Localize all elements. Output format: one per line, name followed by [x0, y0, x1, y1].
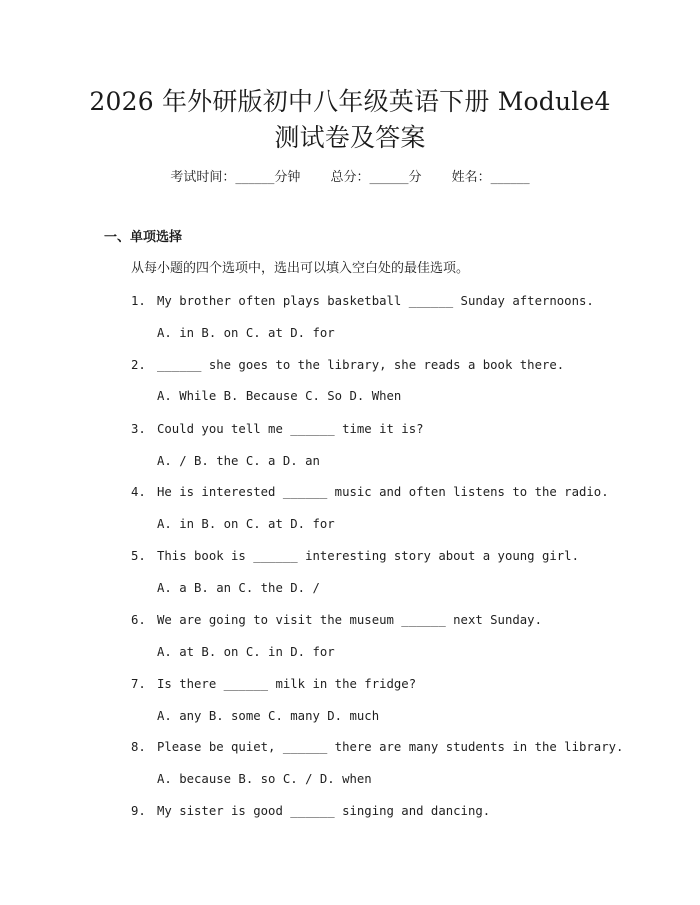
question-row	[131, 546, 579, 566]
page-title-line-1: 2026 年外研版初中八年级英语下册 Module4	[89, 87, 611, 116]
question-row	[131, 674, 416, 694]
question-number: 4.	[131, 485, 146, 499]
section-instruction: 从每小题的四个选项中，选出可以填入空白处的最佳选项。	[131, 261, 470, 276]
question-options: A. because B. so C. / D. when	[157, 772, 372, 786]
question-text: This book is ______ interesting story about a young girl.	[157, 549, 579, 563]
section-heading: 一、单项选择	[104, 230, 183, 245]
question-text: My sister is good ______ singing and dancing.	[157, 804, 491, 818]
question-row	[131, 610, 542, 630]
question-number: 8.	[131, 740, 146, 754]
question-text: Could you tell me ______ time it is?	[157, 422, 424, 436]
question-number: 5.	[131, 549, 146, 563]
total-score-field: 总分：______分	[330, 170, 422, 185]
question-options: A. in B. on C. at D. for	[157, 517, 335, 531]
question-number: 2.	[131, 358, 146, 372]
question-text: Is there ______ milk in the fridge?	[157, 677, 417, 691]
question-number: 3.	[131, 422, 146, 436]
question-options: A. at B. on C. in D. for	[157, 645, 335, 659]
question-number: 9.	[131, 804, 146, 818]
question-number: 6.	[131, 613, 146, 627]
question-options: A. While B. Because C. So D. When	[157, 389, 402, 403]
question-text: My brother often plays basketball ______ Sunday afternoons.	[157, 294, 594, 308]
question-row	[131, 737, 623, 757]
page-title-line-2: 测试卷及答案	[274, 123, 426, 152]
question-text: Please be quiet, ______ there are many students in the library.	[157, 740, 624, 754]
question-options: A. in B. on C. at D. for	[157, 326, 335, 340]
question-text: ______ she goes to the library, she reads a book there.	[157, 358, 565, 372]
question-options: A. / B. the C. a D. an	[157, 454, 320, 468]
question-row	[131, 801, 490, 821]
exam-time-field: 考试时间：______分钟	[170, 170, 301, 185]
question-options: A. any B. some C. many D. much	[157, 709, 380, 723]
exam-info	[0, 168, 700, 188]
question-number: 7.	[131, 677, 146, 691]
name-field: 姓名：______	[451, 170, 530, 185]
question-text: He is interested ______ music and often listens to the radio.	[157, 485, 609, 499]
question-row	[131, 419, 424, 439]
question-number: 1.	[131, 294, 146, 308]
question-text: We are going to visit the museum ______ next Sunday.	[157, 613, 542, 627]
question-row	[131, 291, 594, 311]
question-options: A. a B. an C. the D. /	[157, 581, 320, 595]
question-row	[131, 355, 564, 375]
question-row	[131, 482, 609, 502]
